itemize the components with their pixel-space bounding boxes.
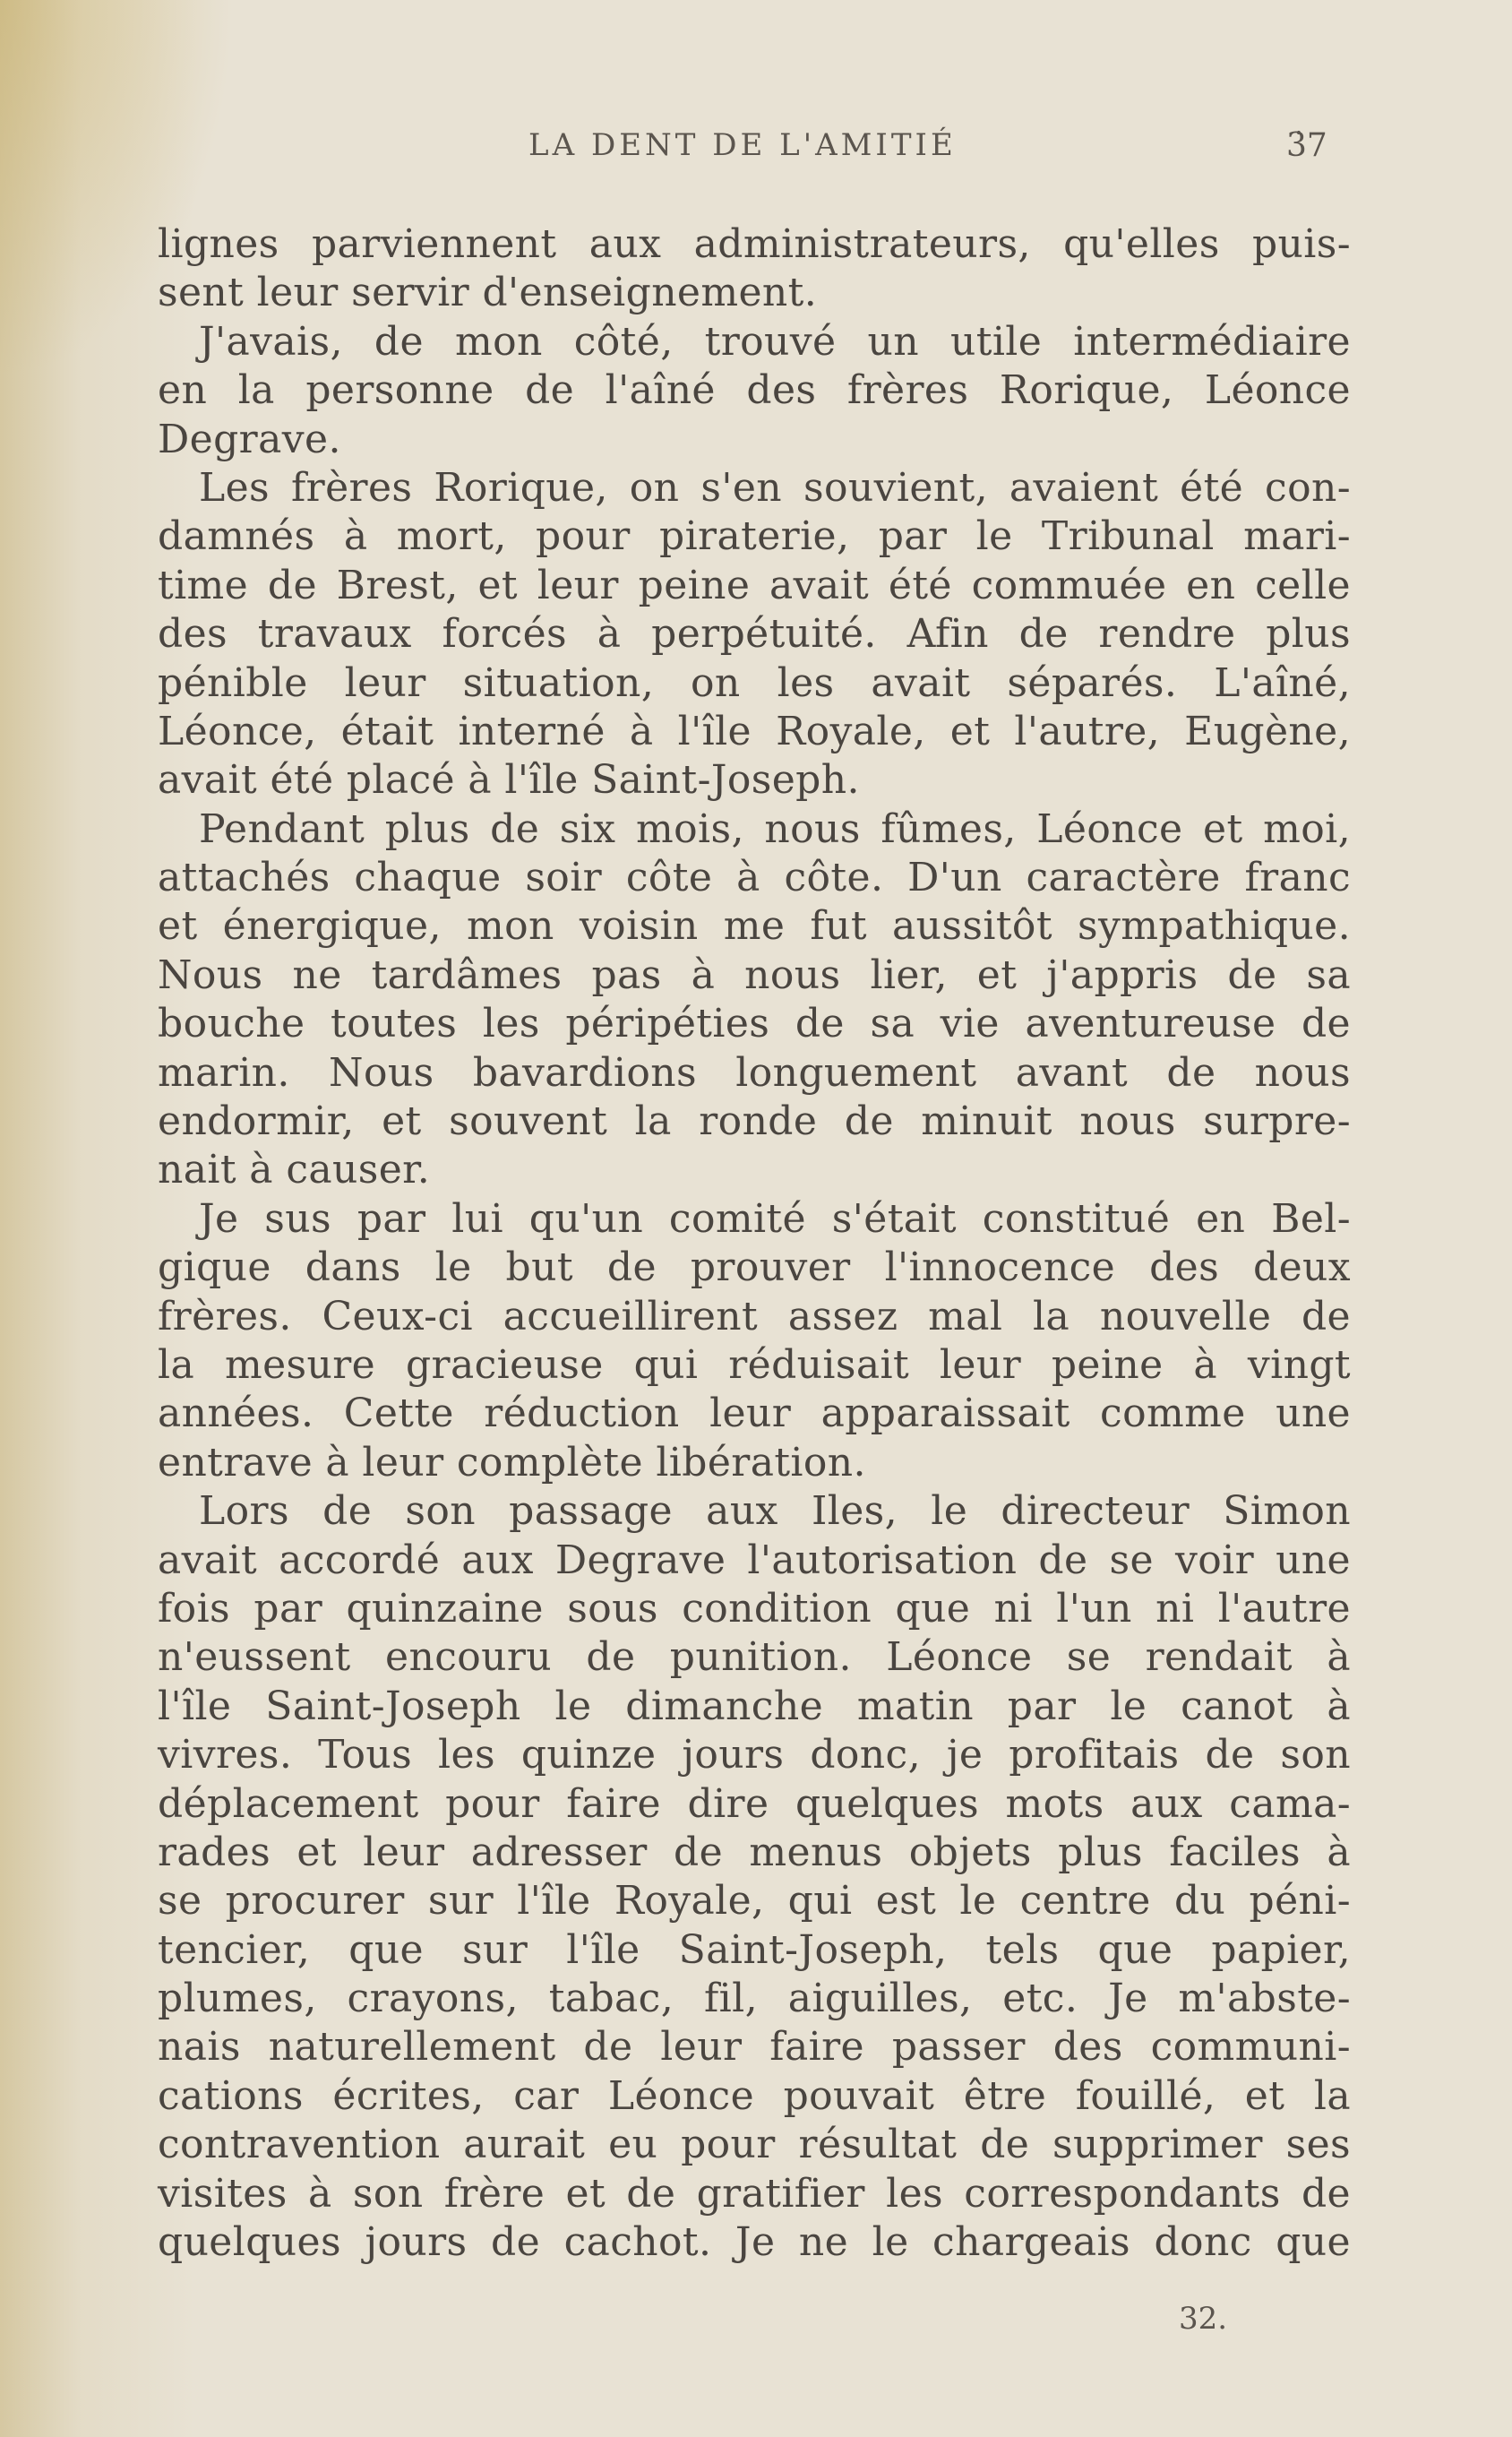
running-head: LA DENT DE L'AMITIÉ	[528, 127, 957, 163]
text-line: Nous ne tardâmes pas à nous lier, et j'appris de sa	[158, 952, 1351, 998]
text-line: fois par quinzaine sous condition que ni l'un ni l'autre	[158, 1585, 1351, 1632]
text-line: années. Cette réduction leur apparaissait comme une	[158, 1391, 1351, 1437]
text-line: gique dans le but de prouver l'innocence des deux	[158, 1244, 1351, 1291]
printer-signature-mark: 32.	[1179, 2301, 1228, 2337]
text-line: bouche toutes les péripéties de sa vie aventureuse de	[158, 1001, 1351, 1047]
text-line: en la personne de l'aîné des frères Rorique, Léonce	[158, 367, 1351, 414]
text-line: vivres. Tous les quinze jours donc, je profitais de son	[158, 1732, 1351, 1778]
text-line: Lors de son passage aux Iles, le directeur Simon	[199, 1488, 1351, 1535]
text-line: lignes parviennent aux administrateurs, qu'elles puis-	[158, 221, 1351, 267]
text-line: plumes, crayons, tabac, fil, aiguilles, etc. Je m'abste-	[158, 1976, 1351, 2022]
body-text	[158, 220, 1351, 2267]
text-line: sent leur servir d'enseignement.	[158, 270, 818, 316]
text-line: frères. Ceux-ci accueillirent assez mal la nouvelle de	[158, 1293, 1351, 1339]
text-line: time de Brest, et leur peine avait été commuée en celle	[158, 562, 1351, 608]
text-line: nais naturellement de leur faire passer des communi-	[158, 2024, 1351, 2071]
text-line: endormir, et souvent la ronde de minuit nous surpre-	[158, 1098, 1351, 1145]
text-line: avait été placé à l'île Saint-Joseph.	[158, 757, 860, 804]
text-line: damnés à mort, pour piraterie, par le Tribunal mari-	[158, 513, 1351, 560]
text-line: pénible leur situation, on les avait séparés. L'aîné,	[158, 659, 1351, 706]
text-line: tencier, que sur l'île Saint-Joseph, tels que papier,	[158, 1926, 1351, 1973]
text-line: visites à son frère et de gratifier les correspondants de	[158, 2170, 1351, 2217]
text-line: nait à causer.	[158, 1147, 431, 1193]
text-line: rades et leur adresser de menus objets plus faciles à	[158, 1829, 1351, 1875]
text-line: n'eussent encouru de punition. Léonce se rendait à	[158, 1634, 1351, 1681]
text-line: des travaux forcés à perpétuité. Afin de rendre plus	[158, 611, 1351, 658]
text-line: cations écrites, car Léonce pouvait être fouillé, et la	[158, 2072, 1351, 2119]
page-number: 3̇7	[1286, 127, 1327, 164]
text-line: Pendant plus de six mois, nous fûmes, Léonce et moi,	[199, 805, 1351, 852]
text-line: Je sus par lui qu'un comité s'était constitué en Bel-	[199, 1195, 1351, 1242]
text-line: l'île Saint-Joseph le dimanche matin par le canot à	[158, 1683, 1351, 1729]
text-line: J'avais, de mon côté, trouvé un utile intermédiaire	[199, 318, 1351, 365]
text-line: déplacement pour faire dire quelques mots aux cama-	[158, 1780, 1351, 1827]
text-line: la mesure gracieuse qui réduisait leur peine à vingt	[158, 1341, 1351, 1388]
text-line: contravention aurait eu pour résultat de supprimer ses	[158, 2122, 1351, 2168]
text-line: se procurer sur l'île Royale, qui est le centre du péni-	[158, 1878, 1351, 1925]
text-line: attachés chaque soir côte à côte. D'un caractère franc	[158, 855, 1351, 901]
text-line: quelques jours de cachot. Je ne le chargeais donc que	[158, 2219, 1351, 2266]
text-line: Degrave.	[158, 416, 341, 462]
text-line: marin. Nous bavardions longuement avant de nous	[158, 1049, 1351, 1096]
text-line: avait accordé aux Degrave l'autorisation de se voir une	[158, 1537, 1351, 1583]
text-line: Les frères Rorique, on s'en souvient, avaient été con-	[199, 464, 1351, 511]
text-line: entrave à leur complète libération.	[158, 1439, 866, 1485]
text-line: Léonce, était interné à l'île Royale, et l'autre, Eugène,	[158, 708, 1351, 754]
text-line: et énergique, mon voisin me fut aussitôt sympathique.	[158, 903, 1351, 950]
